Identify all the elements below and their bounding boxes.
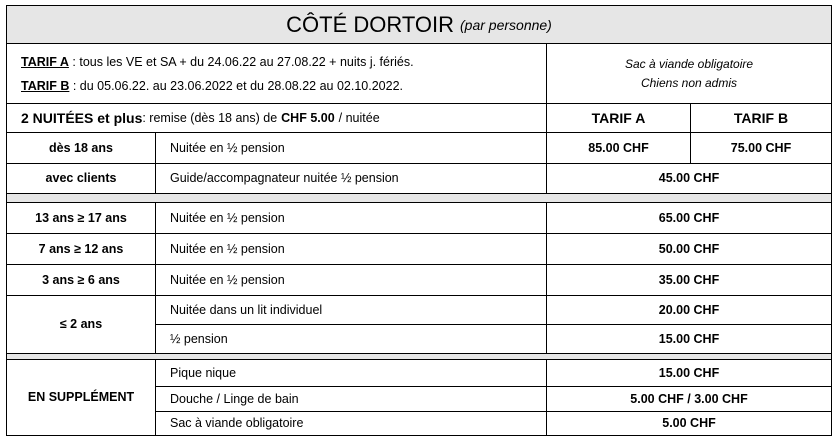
item-13-17: Nuitée en ½ pension [170, 210, 285, 225]
price-3-6: 35.00 CHF [658, 272, 720, 287]
title-bar [7, 6, 831, 43]
price-sleeping-bag: 5.00 CHF [662, 416, 716, 430]
item-picnic: Pique nique [170, 365, 237, 380]
column-header-tarif-a: TARIF A [591, 109, 646, 126]
column-header-tarif-b: TARIF B [733, 109, 789, 126]
item-0-2-halfboard: ½ pension [170, 331, 228, 346]
price-0-2-halfboard: 15.00 CHF [658, 331, 720, 346]
supplement-label: EN SUPPLÉMENT [27, 390, 135, 404]
age-guide: avec clients [45, 171, 117, 185]
age-3-6: 3 ans ≥ 6 ans [42, 272, 120, 287]
discount-note: 2 NUITÉES et plus : remise (dès 18 ans) de CHF 5.00 / nuitée [21, 109, 380, 126]
item-adult: Nuitée en ½ pension [170, 140, 285, 155]
note-sleeping-bag: Sac à viande obligatoire [624, 57, 754, 71]
age-0-2: ≤ 2 ans [59, 317, 103, 331]
separator [7, 194, 831, 202]
notes [547, 55, 831, 93]
tarif-a-definition: TARIF A : tous les VE et SA + du 24.06.22 au 27.08.22 + nuits j. fériés. [21, 55, 414, 69]
price-13-17: 65.00 CHF [658, 210, 720, 225]
note-no-dogs: Chiens non admis [640, 76, 738, 90]
price-guide: 45.00 CHF [658, 171, 720, 185]
age-7-12: 7 ans ≥ 12 ans [38, 241, 124, 256]
age-13-17: 13 ans ≥ 17 ans [35, 210, 127, 225]
tarif-b-definition: TARIF B : du 05.06.22. au 23.06.2022 et du 28.08.22 au 02.10.2022. [21, 79, 403, 93]
item-shower-towel: Douche / Linge de bain [170, 391, 299, 406]
tariff-table [6, 5, 832, 436]
price-picnic: 15.00 CHF [658, 365, 720, 380]
price-shower-towel: 5.00 CHF / 3.00 CHF [630, 391, 748, 406]
title-note: (par personne) [460, 16, 552, 33]
item-7-12: Nuitée en ½ pension [170, 241, 285, 256]
item-guide: Guide/accompagnateur nuitée ½ pension [170, 171, 399, 185]
price-adult-a: 85.00 CHF [588, 140, 649, 155]
price-7-12: 50.00 CHF [658, 241, 720, 256]
title: CÔTÉ DORTOIR [286, 11, 455, 37]
item-0-2-bed: Nuitée dans un lit individuel [170, 302, 323, 317]
item-3-6: Nuitée en ½ pension [170, 272, 285, 287]
price-0-2-bed: 20.00 CHF [658, 302, 720, 317]
price-adult-b: 75.00 CHF [730, 140, 792, 155]
item-sleeping-bag: Sac à viande obligatoire [170, 416, 304, 430]
age-adult: dès 18 ans [49, 140, 113, 155]
